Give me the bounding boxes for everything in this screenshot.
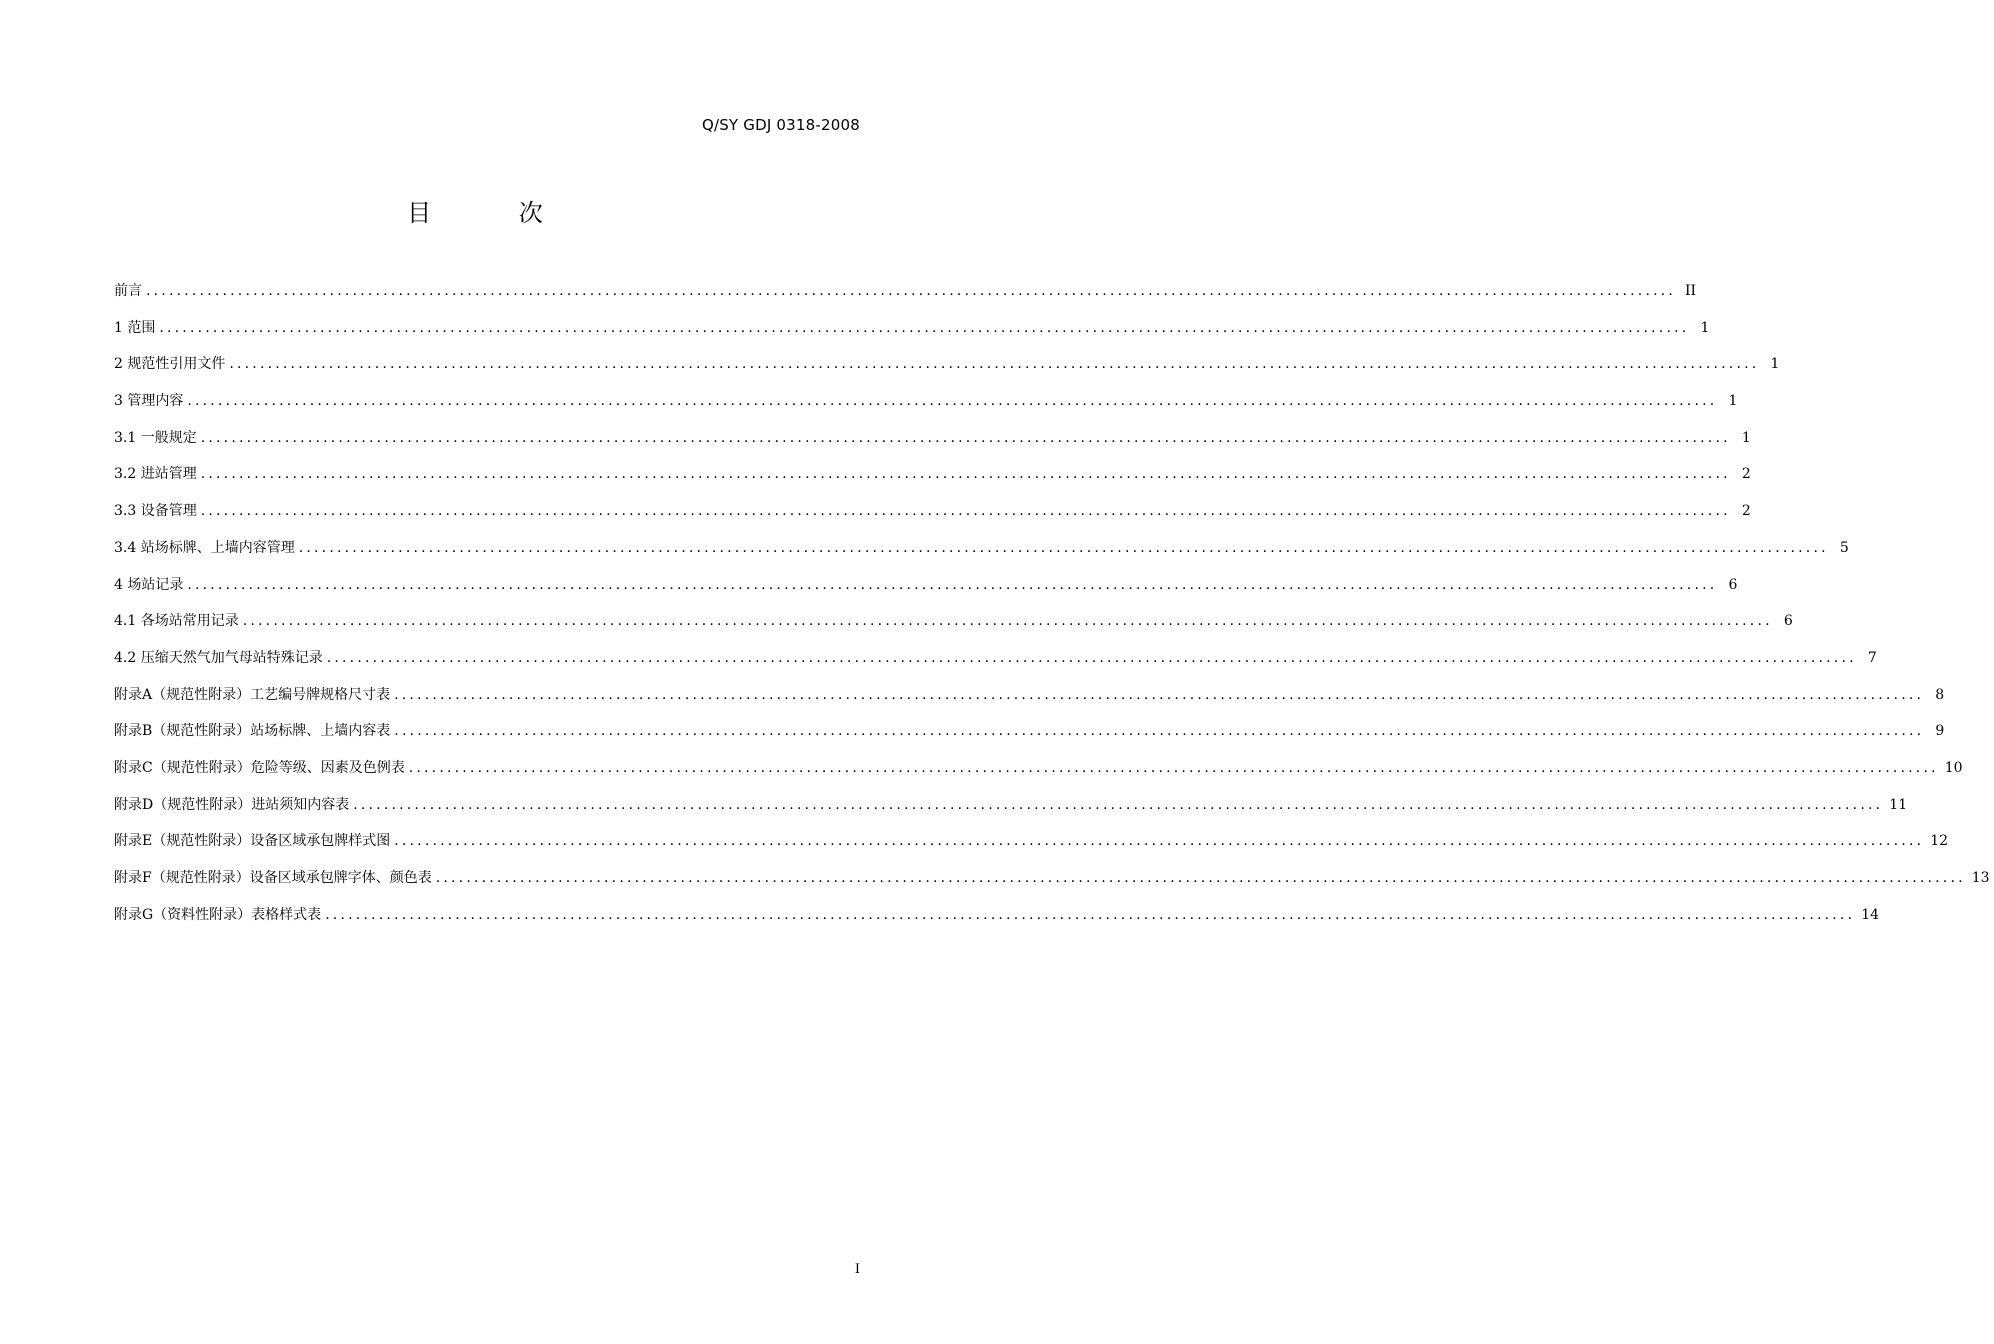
toc-entry-label: 3.3 设备管理 (114, 503, 197, 520)
toc-entry-label: 附录D（规范性附录）进站须知内容表 (114, 796, 350, 813)
toc-entry-page: 14 (1861, 906, 1880, 923)
toc-entry-page: 12 (1930, 833, 1949, 850)
toc-entry[interactable] (114, 573, 1738, 610)
toc-entry-page: 6 (1728, 576, 1738, 593)
toc-entry-label: 附录A（规范性附录）工艺编号牌规格尺寸表 (114, 686, 391, 703)
toc-entry[interactable] (114, 903, 1880, 940)
toc-leader-dots: ........................................................................................................................................................................................................ (200, 466, 1731, 483)
toc-entry-page: 10 (1944, 759, 1963, 776)
toc-entry-page: 2 (1741, 503, 1751, 520)
toc-entry-page: 7 (1867, 649, 1877, 666)
toc-leader-dots: ........................................................................................................................................................................................................ (200, 503, 1731, 520)
toc-leader-dots: ........................................................................................................................................................................................................ (326, 649, 1857, 666)
toc-entry-label: 附录F（规范性附录）设备区域承包牌字体、颜色表 (114, 870, 432, 886)
toc-entry-label: 附录E（规范性附录）设备区域承包牌样式图 (114, 833, 391, 850)
toc-entry[interactable] (114, 756, 1963, 793)
toc-entry-label: 3.2 进站管理 (114, 466, 197, 483)
toc-entry[interactable] (114, 279, 1697, 316)
toc-entry[interactable] (114, 683, 1945, 720)
table-of-contents (114, 279, 1990, 939)
toc-entry[interactable] (114, 719, 1945, 756)
toc-entry-label: 4 场站记录 (114, 576, 184, 593)
page-title: 目 次 (407, 199, 583, 227)
document-code: Q/SY GDJ 0318-2008 (701, 116, 860, 134)
toc-entry-page: 5 (1839, 539, 1849, 556)
toc-leader-dots: ........................................................................................................................................................................................................ (187, 576, 1718, 593)
toc-entry-label: 4.1 各场站常用记录 (114, 613, 239, 630)
toc-entry-label: 4.2 压缩天然气加气母站特殊记录 (114, 649, 323, 666)
toc-leader-dots: ........................................................................................................................................................................................................ (325, 906, 1856, 923)
toc-leader-dots: ........................................................................................................................................................................................................ (353, 796, 1884, 813)
toc-entry-label: 3.1 一般规定 (114, 429, 197, 446)
toc-entry-page: 1 (1700, 319, 1710, 336)
toc-entry-page: 13 (1971, 870, 1990, 886)
toc-entry-page: 1 (1728, 393, 1738, 410)
toc-entry[interactable] (114, 499, 1751, 536)
toc-entry-page: 2 (1741, 466, 1751, 483)
toc-entry[interactable] (114, 316, 1710, 353)
toc-entry-label: 1 范围 (114, 319, 156, 336)
toc-entry[interactable] (114, 389, 1738, 426)
toc-leader-dots: ........................................................................................................................................................................................................ (229, 356, 1760, 373)
page-number: I (854, 1262, 860, 1277)
toc-entry-page: 8 (1935, 686, 1945, 703)
toc-entry-label: 3.4 站场标牌、上墙内容管理 (114, 539, 295, 556)
toc-leader-dots: ........................................................................................................................................................................................................ (394, 723, 1925, 740)
toc-leader-dots: ........................................................................................................................................................................................................ (394, 686, 1925, 703)
toc-entry[interactable] (114, 793, 1908, 830)
toc-entry[interactable] (114, 536, 1849, 573)
toc-leader-dots: ........................................................................................................................................................................................................ (146, 283, 1677, 299)
toc-entry[interactable] (114, 462, 1751, 499)
toc-entry[interactable] (114, 866, 1990, 903)
toc-entry[interactable] (114, 352, 1780, 389)
toc-entry[interactable] (114, 829, 1949, 866)
toc-entry[interactable] (114, 646, 1877, 683)
toc-entry[interactable] (114, 609, 1793, 646)
toc-entry-label: 附录B（规范性附录）站场标牌、上墙内容表 (114, 723, 391, 740)
toc-leader-dots: ........................................................................................................................................................................................................ (187, 393, 1718, 410)
toc-leader-dots: ........................................................................................................................................................................................................ (298, 539, 1829, 556)
toc-entry-page: 1 (1741, 429, 1751, 446)
toc-entry-label: 3 管理内容 (114, 393, 184, 410)
toc-leader-dots: ........................................................................................................................................................................................................ (394, 833, 1925, 850)
toc-leader-dots: ........................................................................................................................................................................................................ (408, 759, 1939, 776)
toc-entry-page: 9 (1935, 723, 1945, 740)
toc-leader-dots: ........................................................................................................................................................................................................ (159, 319, 1690, 336)
toc-entry[interactable] (114, 426, 1751, 463)
toc-entry-page: II (1684, 283, 1697, 299)
toc-entry-label: 附录C（规范性附录）危险等级、因素及色例表 (114, 759, 405, 776)
toc-entry-page: 6 (1783, 613, 1793, 630)
toc-leader-dots: ........................................................................................................................................................................................................ (435, 870, 1966, 886)
toc-entry-page: 11 (1889, 796, 1908, 813)
toc-entry-label: 附录G（资料性附录）表格样式表 (114, 906, 322, 923)
toc-leader-dots: ........................................................................................................................................................................................................ (200, 429, 1731, 446)
toc-leader-dots: ........................................................................................................................................................................................................ (242, 613, 1773, 630)
toc-entry-page: 1 (1770, 356, 1780, 373)
toc-entry-label: 2 规范性引用文件 (114, 356, 226, 373)
toc-entry-label: 前言 (114, 283, 142, 299)
